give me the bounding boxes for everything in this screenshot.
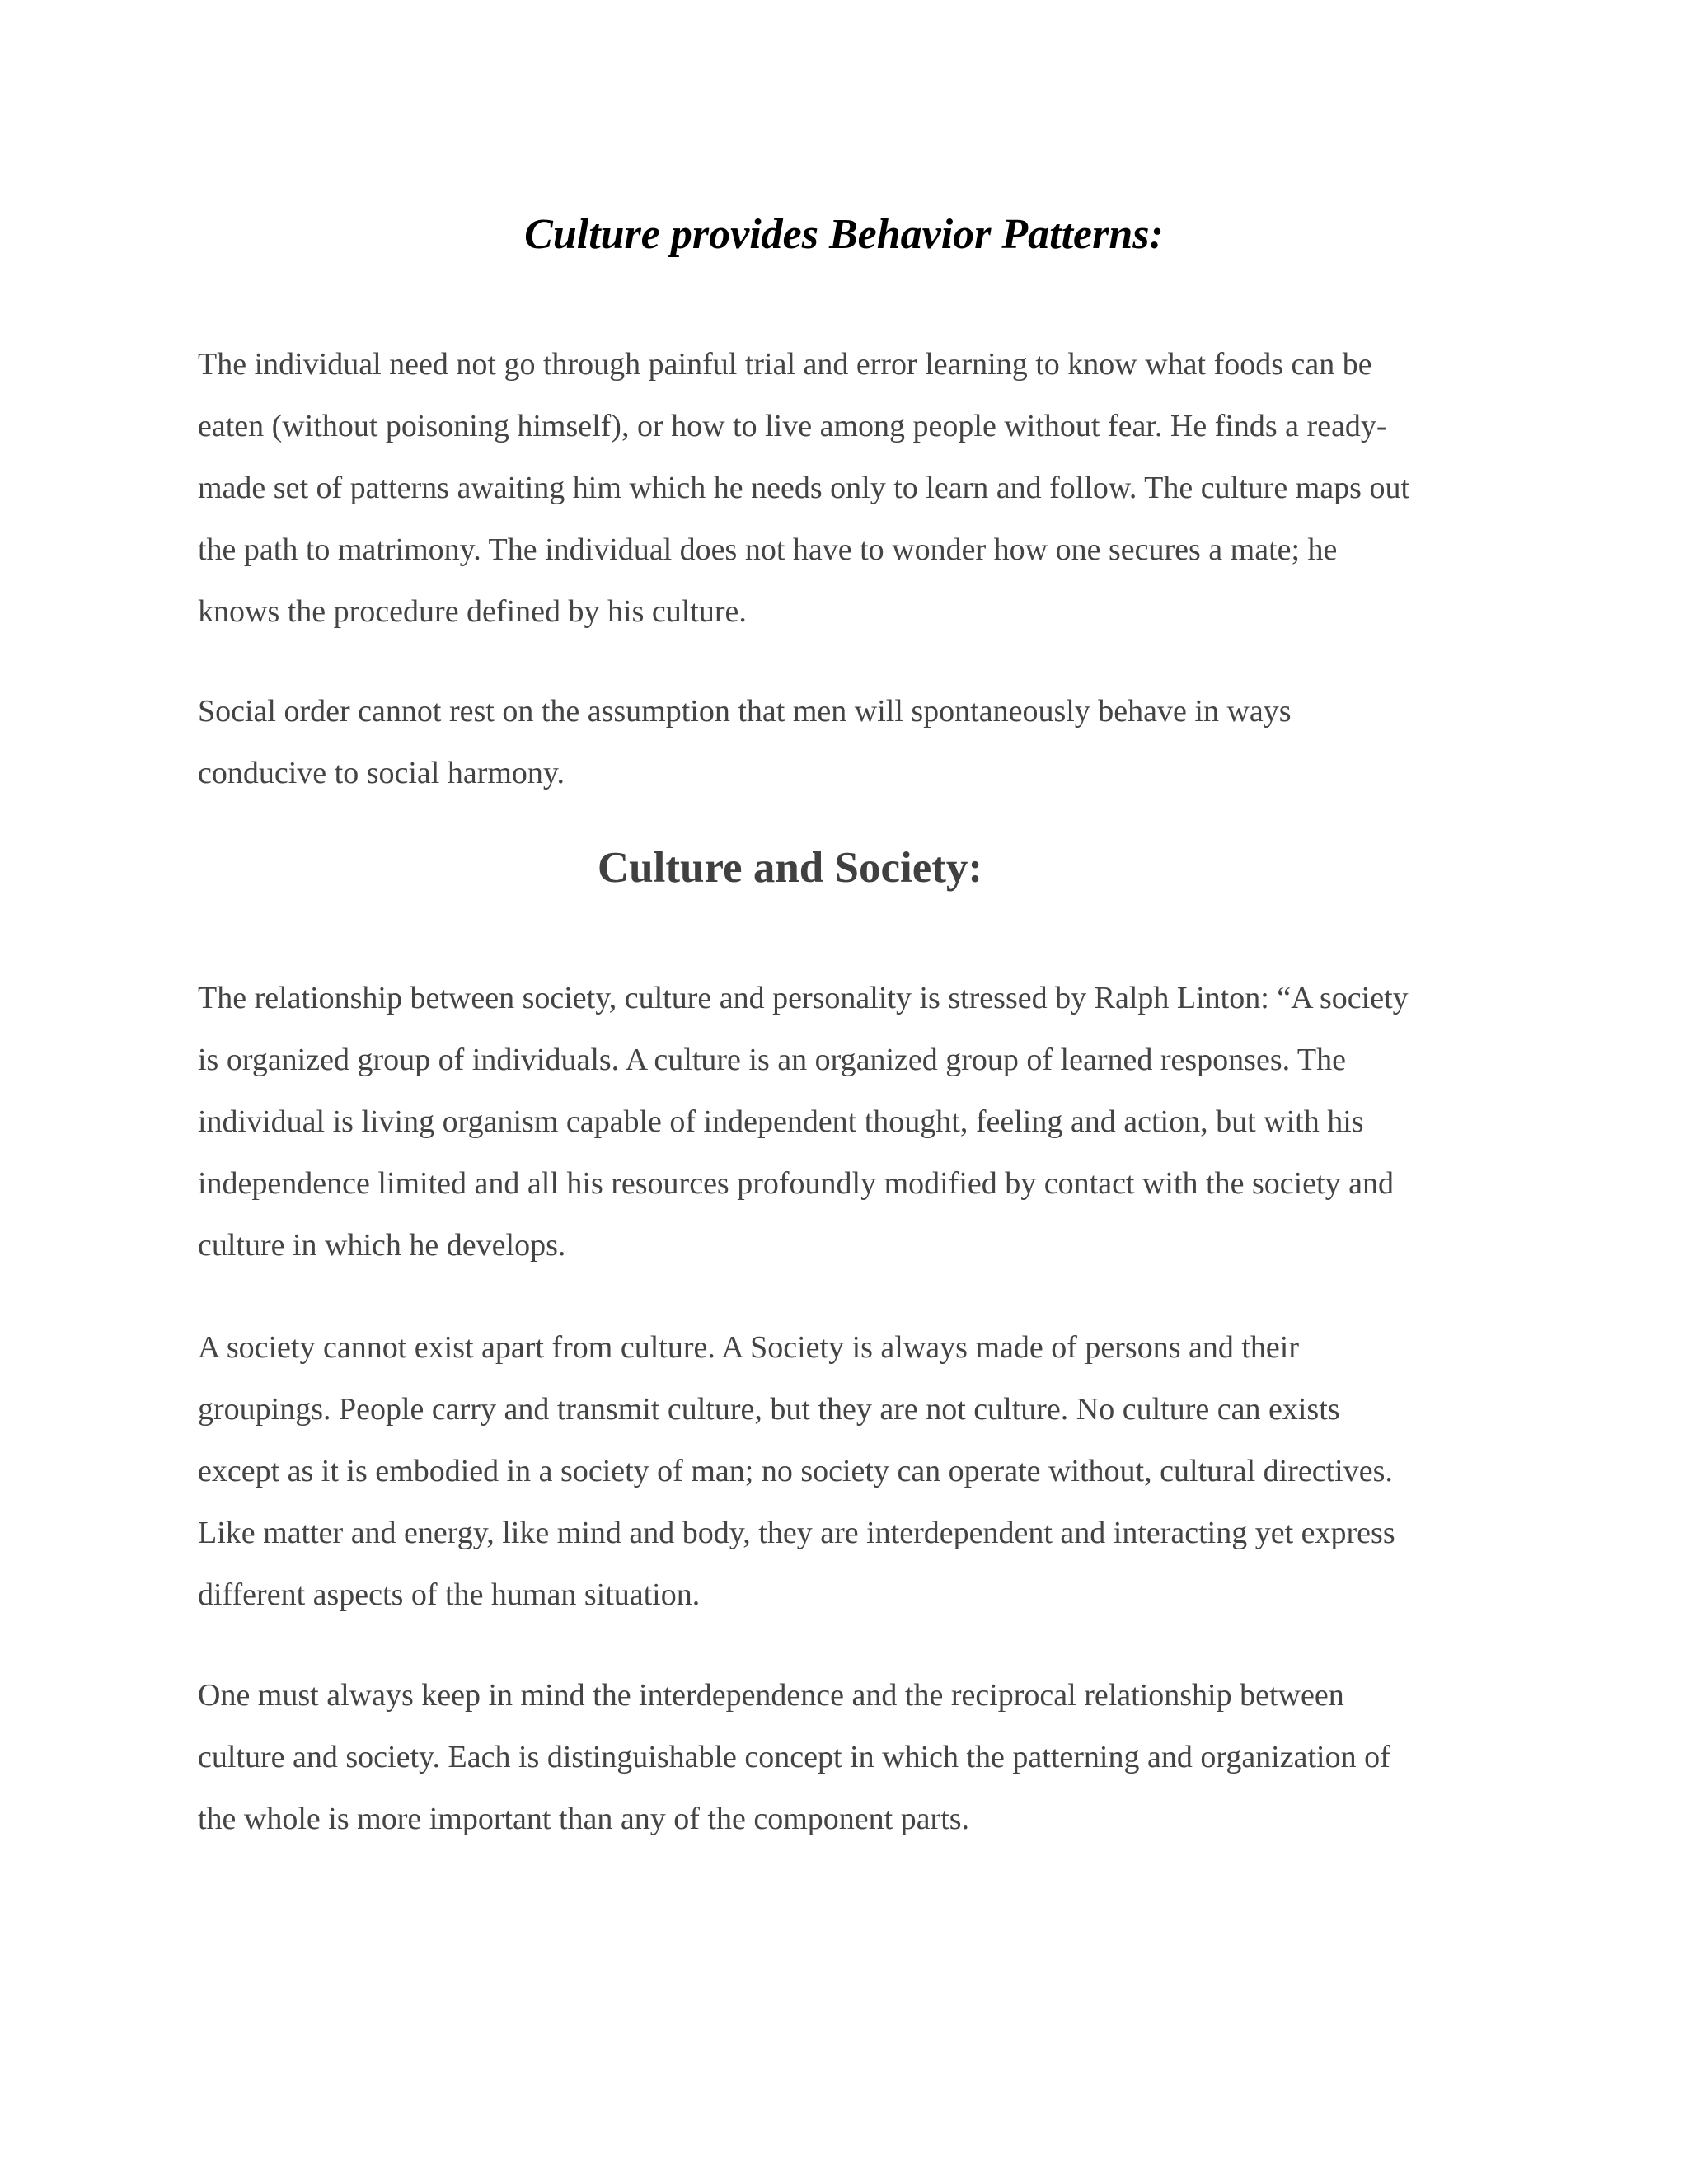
paragraph-line: The relationship between society, culture and personality is stressed by Ralph Linton: “A society bbox=[198, 981, 1409, 1015]
paragraph-line: made set of patterns awaiting him which he needs only to learn and follow. The culture maps out bbox=[198, 471, 1409, 505]
paragraph-line: groupings. People carry and transmit culture, but they are not culture. No culture can exists bbox=[198, 1392, 1340, 1427]
paragraph-line: culture in which he develops. bbox=[198, 1228, 566, 1263]
heading-culture-and-society: Culture and Society: bbox=[597, 844, 983, 892]
paragraph-5 bbox=[198, 1665, 1484, 1850]
paragraph-line: independence limited and all his resources profoundly modified by contact with the society and bbox=[198, 1166, 1394, 1201]
paragraph-line: Like matter and energy, like mind and body, they are interdependent and interacting yet express bbox=[198, 1516, 1395, 1550]
paragraph-line: individual is living organism capable of independent thought, feeling and action, but with his bbox=[198, 1104, 1364, 1139]
paragraph-line: different aspects of the human situation. bbox=[198, 1577, 701, 1612]
paragraph-2 bbox=[198, 681, 1484, 804]
paragraph-line: except as it is embodied in a society of man; no society can operate without, cultural directives. bbox=[198, 1454, 1393, 1488]
paragraph-line: culture and society. Each is distinguishable concept in which the patterning and organization of bbox=[198, 1740, 1390, 1774]
heading-behavior-patterns: Culture provides Behavior Patterns: bbox=[524, 211, 1164, 258]
paragraph-4 bbox=[198, 1317, 1484, 1626]
paragraph-line: A society cannot exist apart from culture. A Society is always made of persons and their bbox=[198, 1330, 1299, 1365]
paragraph-1 bbox=[198, 334, 1484, 643]
paragraph-line: the whole is more important than any of the component parts. bbox=[198, 1802, 970, 1836]
paragraph-3 bbox=[198, 968, 1484, 1277]
paragraph-line: One must always keep in mind the interdependence and the reciprocal relationship between bbox=[198, 1678, 1344, 1713]
paragraph-line: knows the procedure defined by his culture. bbox=[198, 594, 747, 629]
paragraph-line: Social order cannot rest on the assumption that men will spontaneously behave in ways bbox=[198, 694, 1292, 729]
paragraph-line: eaten (without poisoning himself), or how to live among people without fear. He finds a ready- bbox=[198, 409, 1387, 443]
paragraph-line: conducive to social harmony. bbox=[198, 756, 565, 790]
paragraph-line: The individual need not go through painful trial and error learning to know what foods can be bbox=[198, 347, 1372, 382]
paragraph-line: the path to matrimony. The individual does not have to wonder how one secures a mate; he bbox=[198, 532, 1338, 567]
paragraph-line: is organized group of individuals. A culture is an organized group of learned responses. The bbox=[198, 1043, 1347, 1077]
